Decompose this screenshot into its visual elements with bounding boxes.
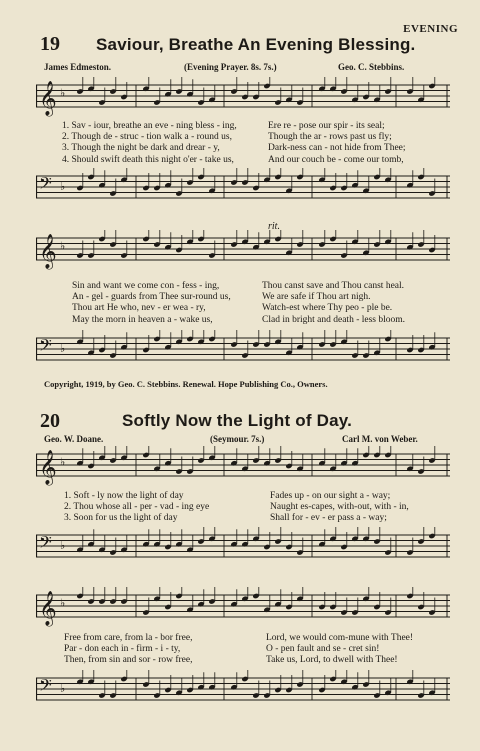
bass-clef-icon: 𝄢: [39, 532, 52, 556]
tune-meter: (Seymour. 7s.): [210, 434, 265, 444]
lyric-line: May the morn in heaven a - wake us,: [72, 314, 213, 325]
tune-meter: (Evening Prayer. 8s. 7s.): [184, 62, 277, 72]
hymn-title: Softly Now the Light of Day.: [122, 411, 353, 430]
bass-staff: [36, 168, 450, 216]
treble-staff: [36, 77, 450, 121]
lyric-line: Free from care, from la - bor free,: [64, 633, 193, 643]
lyric-line: Shall for - ev - er pass a - way;: [270, 513, 387, 524]
lyric-line: Take us, Lord, to dwell with Thee!: [266, 655, 398, 666]
lyric-line: An - gel - guards from Thee sur-round us,: [72, 292, 231, 303]
flat-icon: ♭: [60, 455, 66, 469]
hymn-author: Geo. W. Doane.: [44, 434, 104, 444]
bass-staff: [36, 527, 450, 575]
running-head: EVENING: [403, 23, 458, 35]
lyric-line: 2. Though de - struc - tion walk a - round us,: [62, 132, 233, 143]
lyric-line: Thou art He who, nev - er wea - ry,: [72, 303, 206, 314]
lyrics-right-block: [262, 281, 405, 326]
lyric-line: Ere re - pose our spir - its seal;: [268, 121, 385, 131]
treble-clef-icon: 𝄞: [39, 234, 57, 269]
hymn-number: 19: [40, 33, 60, 55]
hymn-title: Saviour, Breathe An Evening Blessing.: [96, 35, 416, 54]
bass-clef-icon: 𝄢: [39, 335, 52, 359]
lyrics-right-block: [266, 633, 413, 667]
lyric-line: And our couch be - come our tomb,: [268, 154, 404, 165]
lyric-line: We are safe if Thou art nigh.: [262, 292, 371, 303]
lyric-line: 3. Though the night be dark and drear - y,: [62, 143, 220, 154]
treble-clef-icon: 𝄞: [39, 81, 57, 116]
lyric-line: Thou canst save and Thou canst heal.: [262, 281, 405, 291]
lyric-line: Par - don each in - firm - i - ty,: [64, 644, 181, 655]
flat-icon: ♭: [60, 596, 66, 610]
flat-icon: ♭: [60, 180, 66, 193]
lyric-line: Clad in bright and death - less bloom.: [262, 314, 406, 325]
lyric-line: 3. Soon for us the light of day: [64, 513, 178, 524]
flat-icon: ♭: [60, 239, 66, 253]
lyric-line: Lord, we would com-mune with Thee!: [266, 633, 414, 643]
copyright-notice: Copyright, 1919, by Geo. C. Stebbins. Renewal. Hope Publishing Co., Owners.: [44, 379, 328, 389]
lyric-line: Though the ar - rows past us fly;: [268, 132, 392, 143]
treble-clef-icon: 𝄞: [39, 591, 57, 626]
bass-clef-icon: 𝄢: [39, 675, 52, 699]
bass-staff: [36, 670, 450, 720]
hymn-author: James Edmeston.: [44, 62, 111, 72]
lyrics-left-block: [64, 491, 209, 525]
lyrics-right-block: [268, 121, 406, 166]
lyric-line: Then, from sin and sor - row free,: [64, 655, 193, 666]
lyrics-left-block: [62, 121, 237, 166]
hymn-composer: Geo. C. Stebbins.: [338, 62, 405, 72]
bass-clef-icon: 𝄢: [39, 173, 52, 197]
hymn-composer: Carl M. von Weber.: [342, 434, 418, 444]
lyric-line: Fades up - on our sight a - way;: [270, 491, 391, 501]
flat-icon: ♭: [60, 342, 66, 355]
lyrics-left-block: [64, 633, 192, 667]
lyric-line: Dark-ness can - not hide from Thee;: [268, 143, 406, 154]
flat-icon: ♭: [60, 682, 66, 695]
hymn-number: 20: [40, 410, 60, 432]
lyric-line: 1. Soft - ly now the light of day: [64, 491, 184, 501]
lyric-line: Naught es-capes, with-out, with - in,: [270, 502, 409, 513]
lyric-line: 4. Should swift death this night o'er - take us,: [62, 154, 234, 165]
flat-icon: ♭: [60, 539, 66, 552]
lyrics-left-block: [72, 281, 231, 326]
treble-staff: [36, 446, 450, 492]
lyric-line: Watch-est where Thy peo - ple be.: [262, 303, 393, 314]
lyric-line: O - pen fault and se - cret sin!: [266, 644, 380, 655]
lyric-line: Sin and want we come con - fess - ing,: [72, 281, 220, 291]
tempo-direction: rit.: [268, 221, 280, 232]
treble-clef-icon: 𝄞: [39, 450, 57, 485]
lyrics-right-block: [270, 491, 409, 525]
treble-staff: [36, 587, 450, 633]
lyric-line: 2. Thou whose all - per - vad - ing eye: [64, 502, 210, 513]
flat-icon: ♭: [60, 86, 66, 100]
bass-staff: [36, 330, 450, 380]
lyric-line: 1. Sav - iour, breathe an eve - ning bless - ing,: [62, 121, 237, 131]
treble-staff: [36, 230, 450, 280]
